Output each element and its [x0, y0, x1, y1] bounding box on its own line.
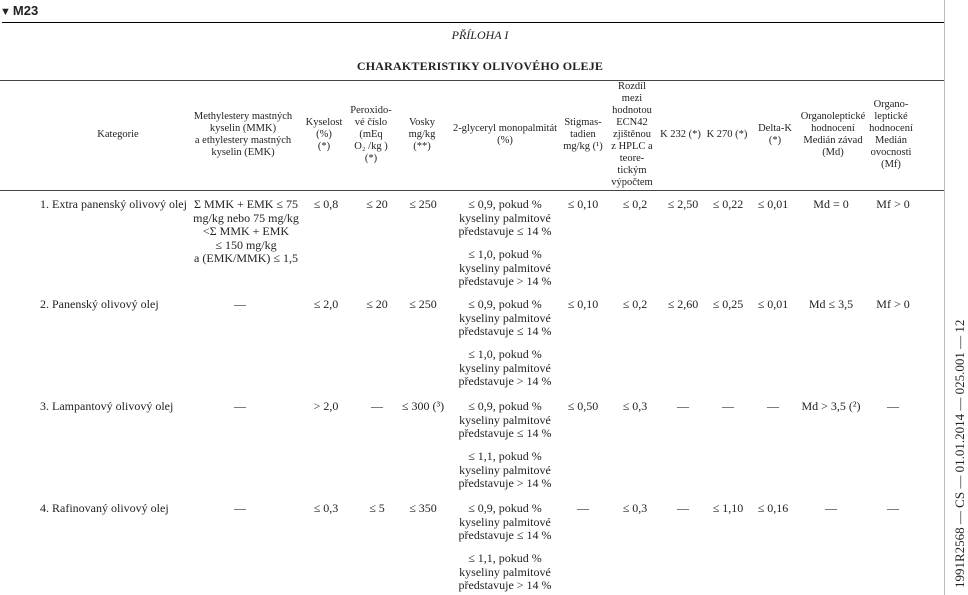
k270-value: — [722, 399, 734, 413]
category-label: 1. Extra panenský olivový olej [40, 197, 187, 211]
header-kyselost-lines [306, 117, 343, 153]
header-line: Medián závad [803, 135, 863, 146]
category-label: 4. Rafinovaný olivový olej [40, 501, 169, 515]
ecn-value: ≤ 0,3 [622, 399, 648, 413]
header-stigmastadien-lines [563, 117, 603, 153]
glyceryl-monopalmitate-value: představuje ≤ 14 % [458, 528, 552, 542]
header-line: (mEq [359, 128, 383, 140]
glyceryl-monopalmitate-value: představuje ≤ 14 % [458, 224, 552, 238]
glyceryl-monopalmitate-value: ≤ 0,9, pokud % [468, 399, 542, 413]
fatty-esters-value: a (EMK/MMK) ≤ 1,5 [194, 251, 298, 265]
header-line: leptické [874, 110, 908, 122]
k232-value: ≤ 2,50 [667, 197, 699, 211]
header-line: tickým [617, 165, 647, 177]
header-mf [868, 80, 914, 190]
header-glyceryl [450, 80, 560, 190]
glyceryl-monopalmitate-value: ≤ 1,1, pokud % [468, 449, 542, 463]
header-line: 2-glyceryl monopalmitát [452, 122, 558, 134]
mf-value: — [887, 501, 899, 515]
fatty-esters-value: <Σ MMK + EMK [202, 224, 290, 238]
amendment-code: M23 [12, 3, 39, 18]
header-md-lines [801, 111, 866, 159]
header-line: kyselin (EMK) [211, 147, 275, 159]
ecn-value: ≤ 0,3 [622, 501, 648, 515]
header-line: a ethylestery mastných [194, 135, 292, 146]
header-line: Methylestery mastných [193, 110, 293, 122]
header-peroxid-lines [350, 105, 391, 165]
deltak-value: ≤ 0,01 [757, 197, 789, 211]
glyceryl-monopalmitate-value: kyseliny palmitové [459, 462, 551, 477]
header-line: Organoleptické [800, 110, 866, 122]
header-line: zjištěnou [613, 128, 651, 140]
glyceryl-monopalmitate-value: ≤ 0,9, pokud % [468, 197, 542, 211]
header-deltak-text: Delta-K (*) [758, 122, 792, 146]
fatty-esters-value: mg/kg nebo 75 mg/kg [193, 210, 299, 225]
fatty-esters-value: ≤ 150 mg/kg [215, 237, 277, 252]
glyceryl-monopalmitate-value: kyseliny palmitové [459, 412, 551, 427]
glyceryl-monopalmitate-value: kyseliny palmitové [459, 310, 551, 325]
header-kyselost [300, 80, 348, 190]
header-line: ovocnosti [870, 147, 912, 159]
header-vosky-lines [409, 117, 436, 153]
glyceryl-monopalmitate-value: kyseliny palmitové [459, 514, 551, 529]
glyceryl-monopalmitate-value: představuje ≤ 14 % [458, 426, 552, 440]
header-line: výpočtem [611, 177, 653, 189]
fatty-esters-value: — [234, 501, 246, 515]
header-line: hodnotou [612, 104, 652, 116]
stigmastadien-value: ≤ 0,10 [567, 197, 599, 211]
glyceryl-monopalmitate-value: ≤ 1,1, pokud % [468, 551, 542, 565]
header-mf-lines [869, 99, 913, 171]
header-line: Organo- [873, 98, 909, 110]
glyceryl-monopalmitate-value: kyseliny palmitové [459, 564, 551, 579]
header-deltak [751, 80, 799, 190]
header-ecn-lines [611, 81, 652, 190]
header-k232 [658, 80, 703, 190]
category-label: 2. Panenský olivový olej [40, 297, 159, 311]
header-line: Peroxido- [350, 104, 392, 116]
ecn-value: ≤ 0,2 [622, 297, 648, 311]
header-line: (**) [413, 141, 431, 153]
header-line: z HPLC a [611, 141, 653, 153]
peroxid-value: — [371, 399, 383, 413]
header-line: mg/kg (¹) [563, 141, 603, 153]
table-header-rule [0, 190, 944, 191]
vosky-value: ≤ 350 [409, 501, 437, 515]
deltak-value: ≤ 0,16 [757, 501, 789, 515]
header-line: Medián [874, 135, 908, 146]
header-line: Rozdíl [617, 80, 646, 92]
ecn-value: ≤ 0,2 [622, 197, 648, 211]
glyceryl-monopalmitate-value: představuje > 14 % [458, 374, 552, 388]
mf-value: Mf > 0 [876, 197, 910, 211]
deltak-value: — [767, 399, 779, 413]
k270-value: ≤ 0,25 [712, 297, 744, 311]
deltak-value: ≤ 0,01 [757, 297, 789, 311]
glyceryl-monopalmitate-value: představuje > 14 % [458, 274, 552, 288]
k270-value: ≤ 0,22 [712, 197, 744, 211]
md-value: Md > 3,5 (²) [801, 399, 861, 413]
header-kategorie [82, 80, 154, 190]
glyceryl-monopalmitate-value: ≤ 1,0, pokud % [468, 347, 542, 361]
glyceryl-monopalmitate-value: ≤ 0,9, pokud % [468, 297, 542, 311]
header-mmk-lines [194, 111, 292, 159]
page-footer-vertical: 1991R2568 — CS — 01.01.2014 — 025.001 — 12 [952, 319, 967, 588]
header-stigmastadien [560, 80, 606, 190]
glyceryl-monopalmitate-value: představuje > 14 % [458, 476, 552, 490]
kyselost-value: ≤ 0,3 [313, 501, 339, 515]
stigmastadien-value: ≤ 0,50 [567, 399, 599, 413]
kyselost-value: ≤ 0,8 [313, 197, 339, 211]
glyceryl-monopalmitate-value: ≤ 0,9, pokud % [468, 501, 542, 515]
document-title: CHARAKTERISTIKY OLIVOVÉHO OLEJE [356, 59, 604, 73]
glyceryl-monopalmitate-value: představuje > 14 % [458, 578, 552, 592]
header-line: ECN42 [616, 116, 648, 128]
peroxid-value: ≤ 5 [369, 501, 385, 515]
mf-value: — [887, 399, 899, 413]
header-line: hodnocení [869, 122, 913, 134]
md-value: Md = 0 [813, 197, 849, 211]
fatty-esters-value: Σ MMK + EMK ≤ 75 [193, 197, 299, 211]
stigmastadien-value: — [577, 501, 589, 515]
k232-value: ≤ 2,60 [667, 297, 699, 311]
glyceryl-monopalmitate-value: kyseliny palmitové [459, 260, 551, 275]
header-line: (Md) [822, 147, 844, 159]
glyceryl-monopalmitate-value: kyseliny palmitové [459, 360, 551, 375]
header-k270-text: K 270 (*) [706, 128, 748, 140]
kyselost-value: ≤ 2,0 [313, 297, 339, 311]
annex-label: PŘÍLOHA I [451, 28, 509, 42]
md-value: — [825, 501, 837, 515]
header-line: (*) [364, 153, 378, 165]
header-line: mezi [621, 92, 643, 104]
k232-value: — [677, 501, 689, 515]
header-ecn [606, 80, 658, 190]
header-line: tadien [570, 128, 596, 140]
header-k270 [703, 80, 751, 190]
marker-rule [2, 22, 945, 23]
mf-value: Mf > 0 [876, 297, 910, 311]
header-line: Stigmas- [564, 116, 602, 128]
header-line: teore- [619, 153, 645, 165]
header-md [800, 80, 866, 190]
amendment-marker [0, 3, 38, 18]
glyceryl-monopalmitate-value: ≤ 1,0, pokud % [468, 247, 542, 261]
header-line: (Mf) [881, 159, 901, 171]
right-margin-rule [944, 0, 945, 595]
category-label: 3. Lampantový olivový olej [40, 399, 174, 413]
header-line: (%) [497, 135, 513, 146]
header-vosky [395, 80, 449, 190]
triangle-down-icon: ▼ [0, 6, 11, 18]
peroxid-value: ≤ 20 [366, 297, 388, 311]
header-line: (%) [316, 128, 332, 140]
k232-value: — [677, 399, 689, 413]
fatty-esters-value: — [234, 297, 246, 311]
fatty-esters-value: — [234, 399, 246, 413]
header-glyceryl-lines [453, 123, 557, 147]
header-k232-text: K 232 (*) [660, 128, 701, 140]
k270-value: ≤ 1,10 [712, 501, 744, 515]
header-peroxid [348, 80, 394, 190]
header-line: Vosky [408, 116, 436, 128]
glyceryl-monopalmitate-value: kyseliny palmitové [459, 210, 551, 225]
header-line: (*) [317, 141, 331, 153]
vosky-value: ≤ 250 [409, 197, 437, 211]
header-mmk [188, 80, 298, 190]
header-line: Kyselost [305, 116, 343, 128]
kyselost-value: > 2,0 [313, 399, 339, 413]
header-line: O₂ /kg ) [354, 141, 388, 153]
header-line: mg/kg [408, 128, 436, 140]
header-kategorie-text: Kategorie [97, 128, 139, 140]
stigmastadien-value: ≤ 0,10 [567, 297, 599, 311]
peroxid-value: ≤ 20 [366, 197, 388, 211]
header-line: kyselin (MMK) [209, 122, 277, 134]
vosky-value: ≤ 300 (³) [401, 399, 445, 413]
vosky-value: ≤ 250 [409, 297, 437, 311]
header-line: hodnocení [811, 122, 855, 134]
header-line: vé číslo [354, 116, 388, 128]
glyceryl-monopalmitate-value: představuje ≤ 14 % [458, 324, 552, 338]
md-value: Md ≤ 3,5 [808, 297, 854, 311]
